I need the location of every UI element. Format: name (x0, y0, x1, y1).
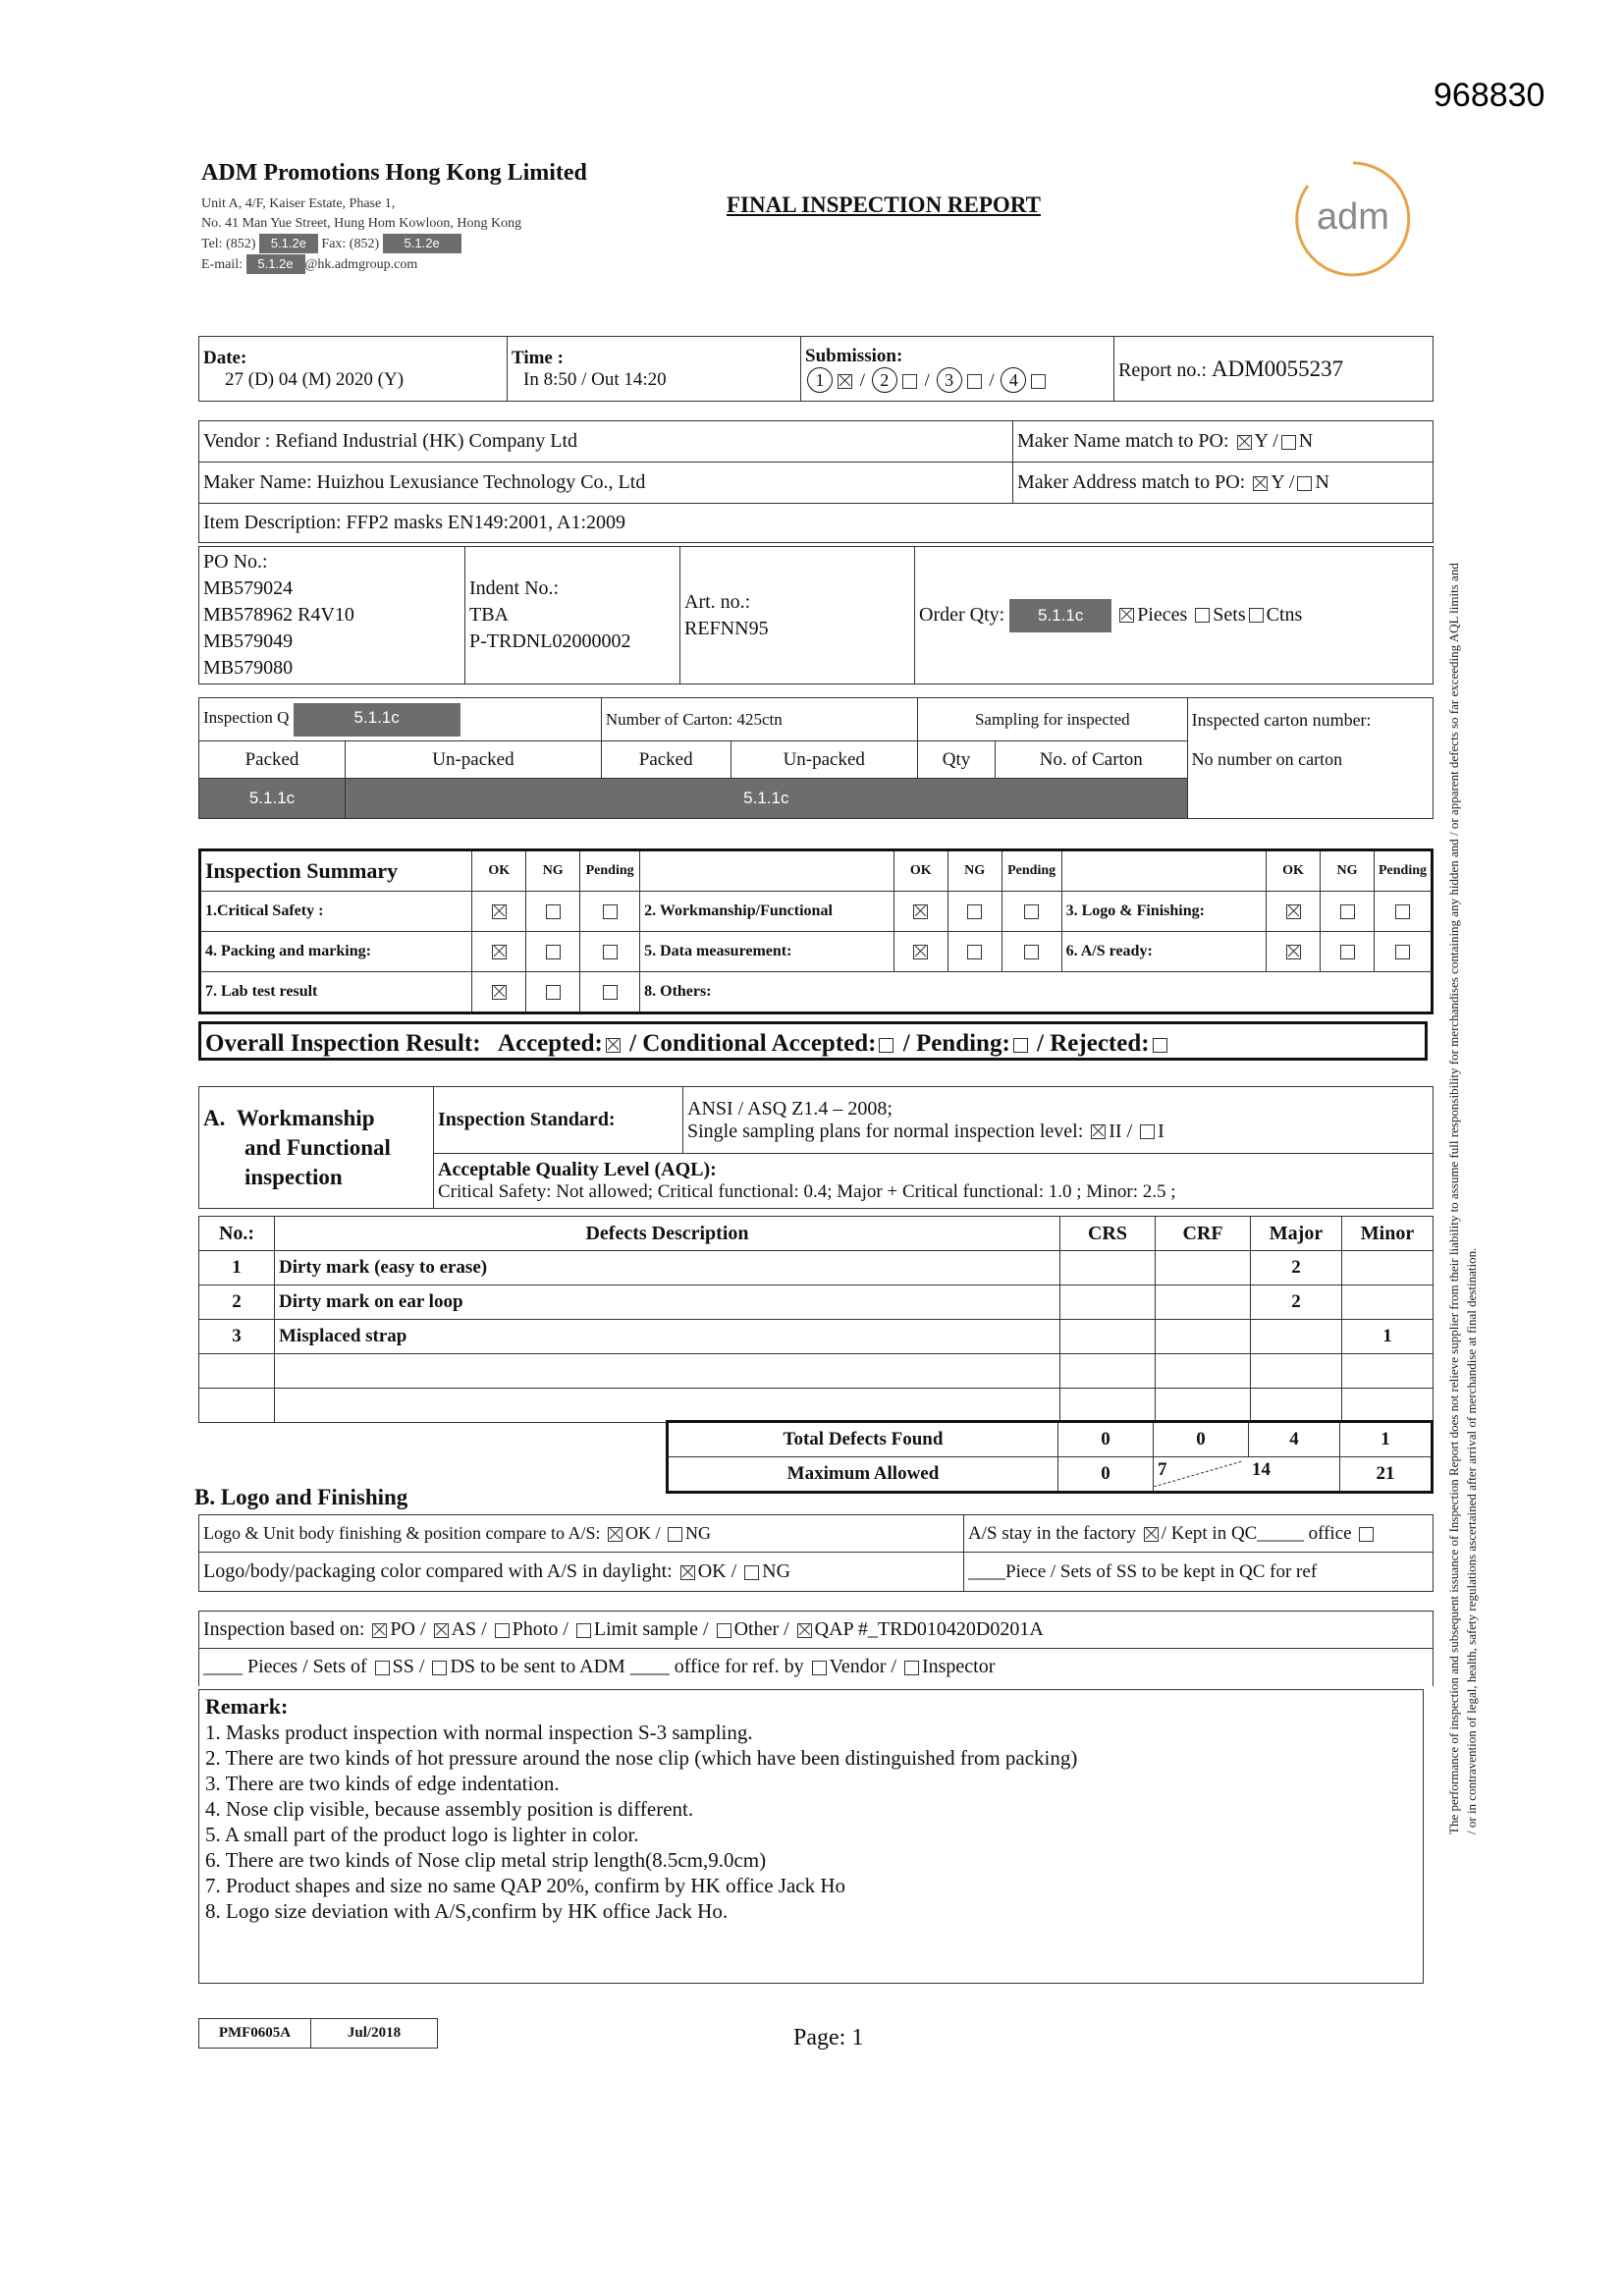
indent-value: TBA (469, 604, 509, 626)
report-label: Report no.: (1118, 358, 1207, 381)
total-crs: 0 (1058, 1422, 1154, 1457)
page-number: Page: 1 (793, 2025, 864, 2050)
pieces-label: Pieces (1137, 603, 1188, 626)
summary-lab-test: 7. Lab test result (200, 972, 472, 1013)
company-address-2: No. 41 Man Yue Street, Hung Hom Kowloon, Hong Kong (201, 216, 522, 231)
totals-table (666, 1420, 1434, 1494)
defect-description: Dirty mark (easy to erase) (275, 1251, 1060, 1285)
maker-name-match-label: Maker Name match to PO: (1017, 430, 1229, 452)
diagonal-divider (1154, 1457, 1323, 1487)
packed-redaction: 5.1.1c (199, 779, 345, 818)
company-block (201, 160, 587, 275)
packing-ok-checkbox[interactable] (492, 945, 507, 959)
form-code: PMF0605A (199, 2019, 311, 2049)
form-code-box (198, 2018, 438, 2049)
remark-item: 8. Logo size deviation with A/S,confirm by HK office Jack Ho. (205, 1899, 729, 1923)
lab-test-ng-checkbox[interactable] (546, 985, 561, 1000)
qap-label: QAP #_TRD010420D0201A (814, 1618, 1044, 1640)
ds-label: DS to be sent to ADM ____ office for ref. by (450, 1656, 804, 1678)
table-row (199, 1251, 1434, 1285)
color-ng-checkbox[interactable] (744, 1565, 759, 1580)
section-a-line: inspection (244, 1164, 343, 1189)
logo-finishing-title: B. Logo and Finishing (194, 1485, 408, 1509)
remark-item: 7. Product shapes and size no same QAP 20%, confirm by HK office Jack Ho (205, 1874, 846, 1897)
disclaimer-line: The performance of inspection and subsequent issuance of Inspection Report does not relieve supplier from their liability to assume full responsibility for merchandises containing any hidden and / or apparent defects so far exceeding AQL limits and (1446, 563, 1461, 1834)
conditional-label: Conditional Accepted: (642, 1030, 877, 1057)
adm-logo (1294, 160, 1412, 278)
based-on-label: Inspection based on: (203, 1618, 365, 1640)
pending-label: Pending: (915, 1030, 1010, 1057)
defects-header: Major (1251, 1217, 1342, 1251)
workmanship-table (198, 1086, 1434, 1209)
ok-label: OK / (625, 1523, 661, 1543)
table-row (199, 1285, 1434, 1320)
vendor-cell: Vendor : Refiand Industrial (HK) Company Ltd (199, 421, 1013, 463)
total-major: 4 (1249, 1422, 1340, 1457)
aql-values: Critical Safety: Not allowed; Critical functional: 0.4; Major + Critical functional: 1.0 ; Minor: 2.5 ; (438, 1181, 1176, 1202)
fax-redaction: 5.1.2e (383, 234, 461, 253)
ok-header: OK (893, 850, 947, 892)
counts-redaction: 5.1.1c (346, 779, 1187, 818)
packing-ng-checkbox[interactable] (546, 945, 561, 959)
carton-number-label: Inspected carton number: (1191, 710, 1372, 730)
disclaimer-note (1445, 430, 1481, 1834)
standard-line: Single sampling plans for normal inspection level: (687, 1120, 1084, 1142)
defects-header: CRS (1060, 1217, 1156, 1251)
max-major: 14 (1252, 1459, 1271, 1480)
defect-description: Dirty mark on ear loop (275, 1285, 1060, 1320)
submission-cell: Submission: 1 / 2 / 3 / 4 (801, 337, 1114, 402)
pending-header: Pending (1374, 850, 1432, 892)
accepted-label: Accepted: (497, 1030, 603, 1057)
defect-crf (1156, 1285, 1251, 1320)
overall-label: Overall Inspection Result: (205, 1030, 481, 1057)
critical-safety-ok-checkbox[interactable] (492, 904, 507, 919)
logo-finishing-table (198, 1514, 1434, 1592)
date-cell (199, 337, 508, 402)
color-ok-checkbox[interactable] (680, 1565, 695, 1580)
as-checkbox[interactable] (434, 1623, 449, 1638)
submission-label: Submission: (805, 345, 903, 366)
ds-checkbox[interactable] (432, 1661, 447, 1675)
defect-description: Misplaced strap (275, 1320, 1060, 1354)
maker-name-no-checkbox[interactable] (1281, 435, 1296, 450)
company-address-1: Unit A, 4/F, Kaiser Estate, Phase 1, (201, 196, 396, 211)
defect-crf (1156, 1251, 1251, 1285)
vendor-checkbox[interactable] (812, 1661, 827, 1675)
as-ready-ok-checkbox[interactable] (1286, 945, 1301, 959)
as-stay-checkbox[interactable] (1144, 1527, 1159, 1542)
remark-item: 3. There are two kinds of edge indentation. (205, 1772, 560, 1795)
unpacked-header: Un-packed (731, 741, 917, 779)
summary-workmanship: 2. Workmanship/Functional (640, 892, 894, 932)
section-a-line: and Functional (244, 1134, 391, 1160)
submission-3-checkbox[interactable] (967, 374, 982, 389)
report-number-cell (1114, 337, 1434, 402)
data-measurement-ok-checkbox[interactable] (913, 945, 928, 959)
ctns-checkbox[interactable] (1249, 608, 1264, 623)
logo-finishing-pending-checkbox[interactable] (1395, 904, 1410, 919)
rejected-label: Rejected: (1050, 1030, 1150, 1057)
overall-result: Overall Inspection Result: Accepted: / Conditional Accepted: / Pending: / Rejected: (198, 1021, 1428, 1061)
tel-redaction: 5.1.2e (259, 234, 318, 253)
based-on-cell (199, 1612, 1434, 1649)
defect-no: 3 (199, 1320, 275, 1354)
order-qty-redaction: 5.1.1c (1009, 599, 1111, 632)
max-crf: 7 (1158, 1459, 1167, 1480)
section-a-line: Workmanship (236, 1105, 375, 1130)
sampling-label: Sampling for inspected (917, 698, 1187, 741)
kept-in-qc-label: / Kept in QC_____ office (1161, 1522, 1352, 1544)
yes-label: Y / (1254, 430, 1278, 452)
logo-compare-cell (199, 1515, 964, 1553)
ng-header: NG (1321, 850, 1375, 892)
po-label: PO / (390, 1618, 426, 1640)
time-cell (508, 337, 801, 402)
defect-crs (1060, 1320, 1156, 1354)
summary-packing: 4. Packing and marking: (200, 932, 472, 972)
unpacked-header: Un-packed (346, 741, 602, 779)
tel-label: Tel: (852) (201, 237, 256, 251)
standard-line: ANSI / ASQ Z1.4 – 2008; (687, 1097, 893, 1120)
email-label: E-mail: (201, 257, 243, 272)
piece-sets-cell: ____Piece / Sets of SS to be kept in QC for ref (964, 1553, 1434, 1592)
art-value: REFNN95 (684, 617, 769, 639)
remark-item: 2. There are two kinds of hot pressure around the nose clip (which have been distinguished from packing) (205, 1746, 1078, 1770)
submission-2: 2 (872, 367, 897, 393)
no-label: N (1315, 471, 1329, 493)
ng-header: NG (526, 850, 580, 892)
summary-critical-safety: 1.Critical Safety : (200, 892, 472, 932)
inspection-standard-value: ANSI / ASQ Z1.4 – 2008; Single sampling plans for normal inspection level: II / I (683, 1087, 1434, 1154)
logo-text: adm (1317, 196, 1389, 238)
level-i-label: I (1158, 1120, 1164, 1142)
item-description: Item Description: FFP2 masks EN149:2001, A1:2009 (199, 504, 1434, 543)
logo-compare-label: Logo & Unit body finishing & position compare to A/S: (203, 1523, 601, 1543)
vendor-label: Vendor / (829, 1656, 896, 1678)
maker-name-match-cell (1013, 421, 1434, 463)
email-domain: @hk.admgroup.com (304, 257, 418, 272)
ok-label: OK / (697, 1560, 737, 1582)
yes-label: Y / (1271, 471, 1295, 493)
logo-finishing-ok-checkbox[interactable] (1286, 904, 1301, 919)
company-email (201, 254, 587, 275)
color-compare-label: Logo/body/packaging color compared with A/S in daylight: (203, 1560, 673, 1582)
defect-minor (1342, 1251, 1434, 1285)
aql-label: Acceptable Quality Level (AQL): (438, 1159, 717, 1180)
report-number: ADM0055237 (1212, 355, 1344, 381)
as-ready-ng-checkbox[interactable] (1340, 945, 1355, 959)
critical-safety-pending-checkbox[interactable] (603, 904, 618, 919)
order-qty-label: Order Qty: (919, 603, 1005, 626)
submission-4-checkbox[interactable] (1031, 374, 1046, 389)
disclaimer-line: / or in contravention of legal, health, safety regulations ascertained after arrival of merchandise at final destination. (1464, 1247, 1479, 1834)
logo-compare-ng-checkbox[interactable] (668, 1527, 682, 1542)
submission-4: 4 (1001, 367, 1026, 393)
po-cell (199, 547, 465, 684)
carton-number-value: No number on carton (1191, 749, 1343, 769)
document-number: 968830 (1434, 77, 1545, 114)
pieces-checkbox[interactable] (1119, 608, 1134, 623)
summary-data-measurement: 5. Data measurement: (640, 932, 894, 972)
as-stay-cell (964, 1515, 1434, 1553)
qty-header: Qty (917, 741, 995, 779)
maximum-allowed-label: Maximum Allowed (668, 1457, 1058, 1493)
total-defects-label: Total Defects Found (668, 1422, 1058, 1457)
defect-no: 2 (199, 1285, 275, 1320)
form-date: Jul/2018 (311, 2019, 438, 2049)
data-measurement-pending-checkbox[interactable] (1024, 945, 1039, 959)
defects-header: Defects Description (275, 1217, 1060, 1251)
email-redaction: 5.1.2e (246, 254, 305, 274)
workmanship-pending-checkbox[interactable] (1024, 904, 1039, 919)
number-of-carton: Number of Carton: 425ctn (601, 698, 917, 741)
inspection-summary-table (198, 848, 1434, 1014)
max-crs: 0 (1058, 1457, 1154, 1493)
max-crf-major-cell (1154, 1457, 1340, 1493)
company-tel-fax (201, 234, 587, 254)
summary-logo-finishing: 3. Logo & Finishing: (1061, 892, 1267, 932)
maker-address-yes-checkbox[interactable] (1253, 476, 1268, 491)
pending-checkbox[interactable] (1013, 1038, 1028, 1053)
pieces-sets-label: ____ Pieces / Sets of (203, 1656, 367, 1678)
report-title: FINAL INSPECTION REPORT (727, 192, 1041, 217)
defect-crs (1060, 1285, 1156, 1320)
total-minor: 1 (1340, 1422, 1433, 1457)
ctns-label: Ctns (1266, 603, 1303, 626)
limit-sample-checkbox[interactable] (576, 1623, 591, 1638)
company-name: ADM Promotions Hong Kong Limited (201, 160, 587, 186)
date-value: 27 (D) 04 (M) 2020 (Y) (225, 368, 405, 390)
defect-minor (1342, 1285, 1434, 1320)
remark-item: 4. Nose clip visible, because assembly position is different. (205, 1797, 694, 1821)
data-measurement-ng-checkbox[interactable] (967, 945, 982, 959)
workmanship-ng-checkbox[interactable] (967, 904, 982, 919)
sets-checkbox[interactable] (1195, 608, 1210, 623)
as-ready-pending-checkbox[interactable] (1395, 945, 1410, 959)
counts-redaction-cell (346, 779, 1188, 819)
logo-compare-ok-checkbox[interactable] (608, 1527, 623, 1542)
pending-header: Pending (1001, 850, 1061, 892)
submission-1-checkbox[interactable] (838, 374, 852, 389)
po-number: MB579049 (203, 630, 294, 652)
other-checkbox[interactable] (717, 1623, 731, 1638)
time-value: In 8:50 / Out 14:20 (523, 368, 667, 390)
section-a-letter: A. (203, 1105, 226, 1130)
level-i-checkbox[interactable] (1140, 1124, 1155, 1139)
inspection-standard-label: Inspection Standard: (434, 1087, 683, 1154)
fax-label: Fax: (852) (321, 237, 380, 251)
pieces-sent-cell (199, 1649, 1434, 1686)
inspector-checkbox[interactable] (904, 1661, 919, 1675)
photo-checkbox[interactable] (495, 1623, 510, 1638)
max-minor: 21 (1340, 1457, 1433, 1493)
remark-item: 6. There are two kinds of Nose clip metal strip length(8.5cm,9.0cm) (205, 1848, 767, 1872)
maker-name-cell: Maker Name: Huizhou Lexusiance Technology Co., Ltd (199, 463, 1013, 504)
packed-header: Packed (199, 741, 346, 779)
summary-as-ready: 6. A/S ready: (1061, 932, 1267, 972)
po-label: PO No.: (203, 551, 268, 573)
defects-table (198, 1216, 1434, 1423)
vendor-table (198, 420, 1434, 543)
indent-value: P-TRDNL02000002 (469, 630, 631, 652)
submission-1: 1 (807, 367, 833, 393)
po-number: MB579080 (203, 657, 294, 679)
defect-crs (1060, 1251, 1156, 1285)
ok-header: OK (1267, 850, 1321, 892)
remark-box (198, 1689, 1424, 1984)
art-label: Art. no.: (684, 590, 751, 613)
defect-no: 1 (199, 1251, 275, 1285)
table-row (199, 1389, 1434, 1423)
summary-title: Inspection Summary (200, 850, 472, 892)
summary-others: 8. Others: (640, 972, 1433, 1013)
aql-cell (434, 1154, 1434, 1209)
critical-safety-ng-checkbox[interactable] (546, 904, 561, 919)
level-ii-checkbox[interactable] (1091, 1124, 1106, 1139)
ok-header: OK (472, 850, 526, 892)
ss-checkbox[interactable] (375, 1661, 390, 1675)
header-table (198, 336, 1434, 402)
indent-label: Indent No.: (469, 577, 560, 599)
logo-finishing-ng-checkbox[interactable] (1340, 904, 1355, 919)
kept-in-qc-checkbox[interactable] (1359, 1527, 1374, 1542)
ng-header: NG (947, 850, 1001, 892)
workmanship-ok-checkbox[interactable] (913, 904, 928, 919)
ss-label: SS / (392, 1656, 425, 1678)
date-label: Date: (203, 347, 247, 368)
sets-label: Sets (1213, 603, 1246, 626)
maker-address-match-cell (1013, 463, 1434, 504)
po-checkbox[interactable] (372, 1623, 387, 1638)
total-crf: 0 (1154, 1422, 1249, 1457)
ng-label: NG (762, 1560, 791, 1582)
po-number: MB578962 R4V10 (203, 604, 354, 626)
po-table (198, 546, 1434, 684)
art-no-cell (680, 547, 915, 684)
packed-redaction-cell (199, 779, 346, 819)
pending-header: Pending (580, 850, 640, 892)
inspection-qty-table (198, 697, 1434, 819)
inspection-qty-label-cell (199, 698, 602, 741)
time-label: Time : (512, 347, 564, 368)
inspection-qty-label: Inspection Q (203, 707, 290, 727)
inspection-qty-redaction: 5.1.1c (294, 703, 460, 737)
defect-major: 2 (1251, 1251, 1342, 1285)
as-label: AS / (451, 1618, 487, 1640)
no-label: N (1298, 430, 1314, 452)
based-on-table (198, 1611, 1434, 1686)
level-ii-label: II (1109, 1120, 1122, 1142)
submission-3: 3 (937, 367, 962, 393)
other-label: Other / (733, 1618, 789, 1640)
defects-header: No.: (199, 1217, 275, 1251)
remark-title: Remark: (205, 1694, 289, 1719)
as-stay-label: A/S stay in the factory (968, 1522, 1136, 1544)
defect-crf (1156, 1320, 1251, 1354)
lab-test-ok-checkbox[interactable] (492, 985, 507, 1000)
maker-name-yes-checkbox[interactable] (1237, 435, 1252, 450)
lab-test-pending-checkbox[interactable] (603, 985, 618, 1000)
maker-address-match-label: Maker Address match to PO: (1017, 471, 1246, 493)
color-compare-cell (199, 1553, 964, 1592)
photo-label: Photo / (512, 1618, 568, 1640)
po-number: MB579024 (203, 577, 294, 599)
order-qty-cell (915, 547, 1434, 684)
defect-major (1251, 1320, 1342, 1354)
accepted-checkbox[interactable] (606, 1038, 621, 1053)
indent-cell (465, 547, 680, 684)
defects-header: CRF (1156, 1217, 1251, 1251)
remark-item: 5. A small part of the product logo is lighter in color. (205, 1823, 639, 1846)
rejected-checkbox[interactable] (1153, 1038, 1167, 1053)
table-row (199, 1320, 1434, 1354)
carton-number-cell (1187, 698, 1433, 819)
defect-major: 2 (1251, 1285, 1342, 1320)
table-row (199, 1354, 1434, 1389)
remark-item: 1. Masks product inspection with normal inspection S-3 sampling. (205, 1721, 753, 1744)
qap-checkbox[interactable] (797, 1623, 812, 1638)
conditional-checkbox[interactable] (879, 1038, 893, 1053)
limit-sample-label: Limit sample / (593, 1618, 709, 1640)
ng-label: NG (685, 1523, 711, 1543)
inspector-label: Inspector (921, 1656, 996, 1678)
packing-pending-checkbox[interactable] (603, 945, 618, 959)
defects-header: Minor (1342, 1217, 1434, 1251)
defect-minor: 1 (1342, 1320, 1434, 1354)
submission-2-checkbox[interactable] (902, 374, 917, 389)
workmanship-section-label (199, 1087, 434, 1209)
packed-header: Packed (601, 741, 731, 779)
num-carton-header: No. of Carton (995, 741, 1187, 779)
maker-address-no-checkbox[interactable] (1297, 476, 1312, 491)
